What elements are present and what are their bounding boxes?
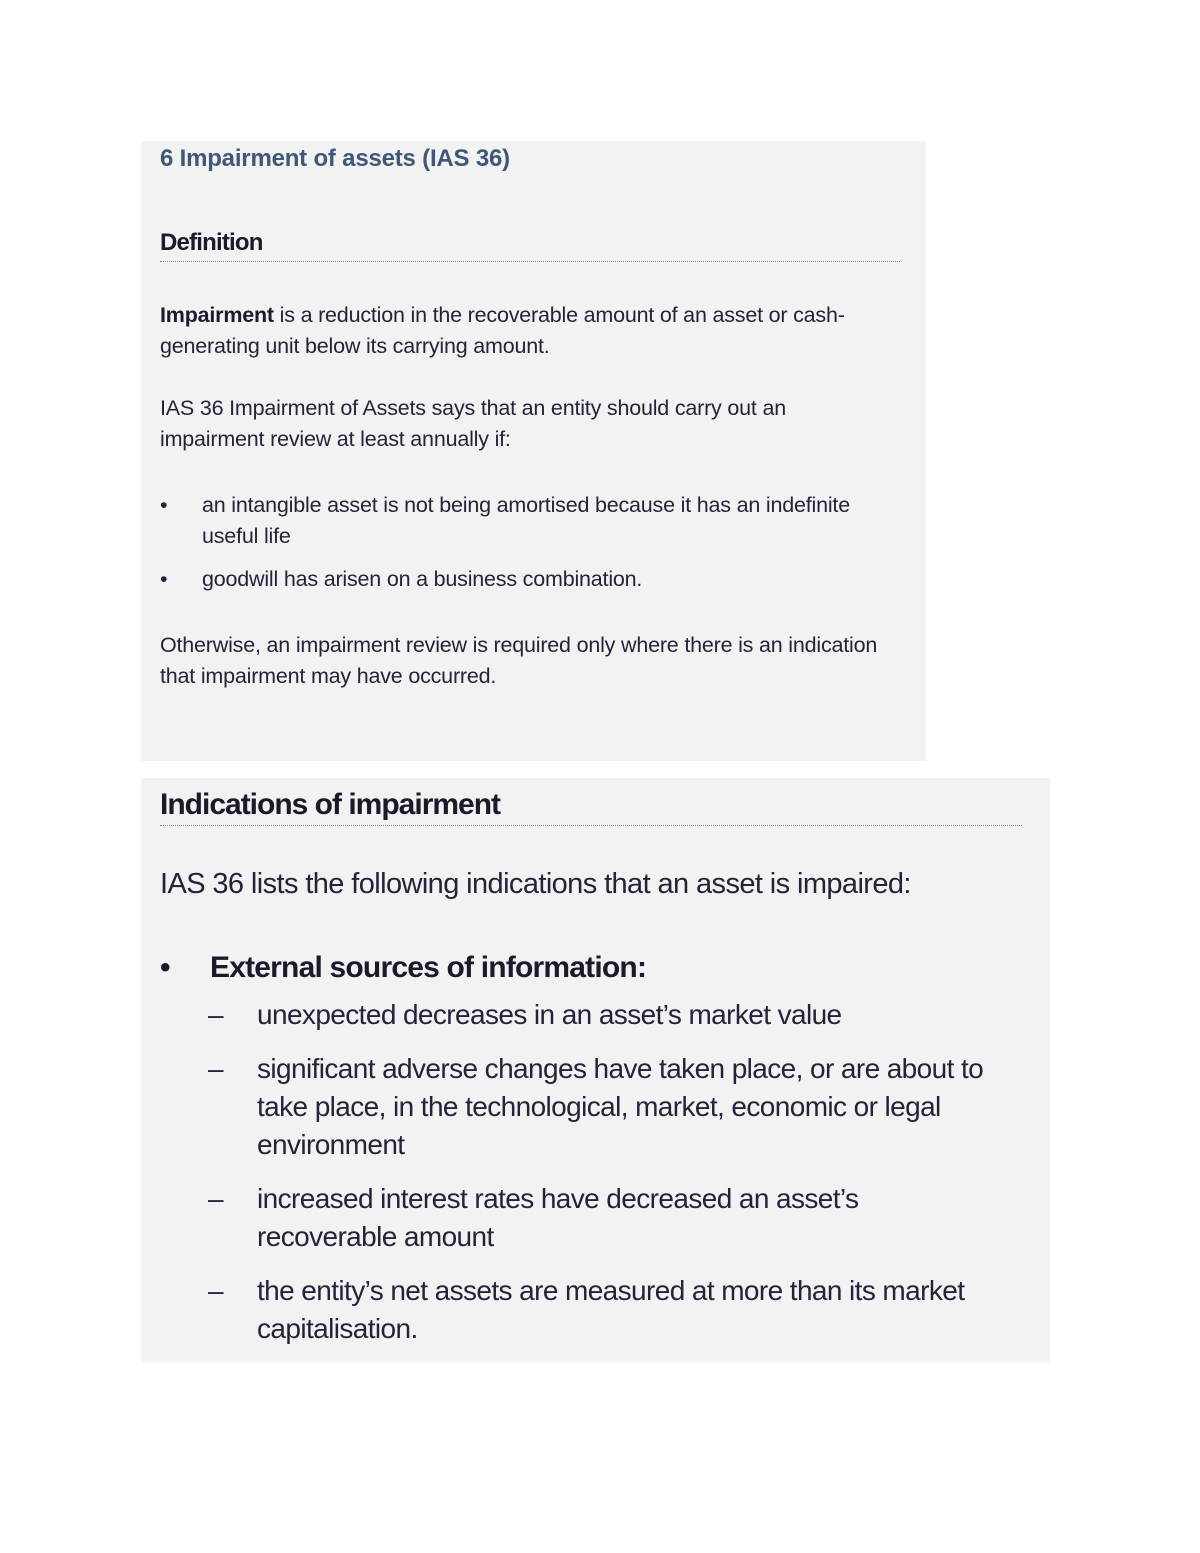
list-item-text: unexpected decreases in an asset’s market value	[257, 999, 842, 1030]
indications-panel	[141, 778, 1050, 1362]
list-item-text: the entity’s net assets are measured at more than its market capitalisation.	[257, 1275, 965, 1344]
external-sources-heading	[160, 951, 646, 985]
dash-icon: –	[208, 1275, 223, 1306]
definition-heading-text: Definition	[160, 229, 263, 256]
definition-text: is a reduction in the recoverable amount of an asset or cash-generating unit below its carrying amount.	[160, 303, 845, 358]
list-item	[208, 1272, 998, 1348]
list-item-text: goodwill has arisen on a business combination.	[202, 567, 643, 591]
dash-icon: –	[208, 999, 223, 1030]
bullet-icon: •	[160, 567, 168, 591]
dash-icon: –	[208, 1053, 223, 1084]
definition-heading	[160, 229, 900, 262]
list-item	[208, 996, 998, 1034]
definition-term: Impairment	[160, 303, 274, 327]
review-paragraph: IAS 36 Impairment of Assets says that an entity should carry out an impairment review at least annually if:	[160, 396, 786, 451]
indications-heading	[160, 788, 1022, 826]
section-title: 6 Impairment of assets (IAS 36)	[160, 145, 510, 172]
bullet-icon: •	[160, 493, 168, 517]
otherwise-paragraph: Otherwise, an impairment review is required only where there is an indication that impairment may have occurred.	[160, 633, 878, 688]
definition-panel	[141, 141, 926, 761]
list-item-text: an intangible asset is not being amortised because it has an indefinite useful life	[202, 493, 850, 548]
list-item-text: significant adverse changes have taken place, or are about to take place, in the technological, market, economic or legal environment	[257, 1053, 984, 1160]
dash-icon: –	[208, 1183, 223, 1214]
list-item	[208, 1180, 998, 1256]
external-sources-label: External sources of information:	[210, 951, 647, 984]
bullet-icon: •	[160, 951, 170, 984]
indications-heading-text: Indications of impairment	[160, 788, 501, 821]
list-item	[208, 1050, 998, 1164]
review-conditions-list	[160, 490, 890, 607]
list-item	[160, 564, 890, 595]
external-sources-list	[208, 996, 998, 1364]
indications-intro: IAS 36 lists the following indications that an asset is impaired:	[160, 868, 911, 900]
list-item-text: increased interest rates have decreased an asset’s recoverable amount	[257, 1183, 859, 1252]
definition-paragraph	[160, 300, 890, 362]
list-item	[160, 490, 890, 552]
